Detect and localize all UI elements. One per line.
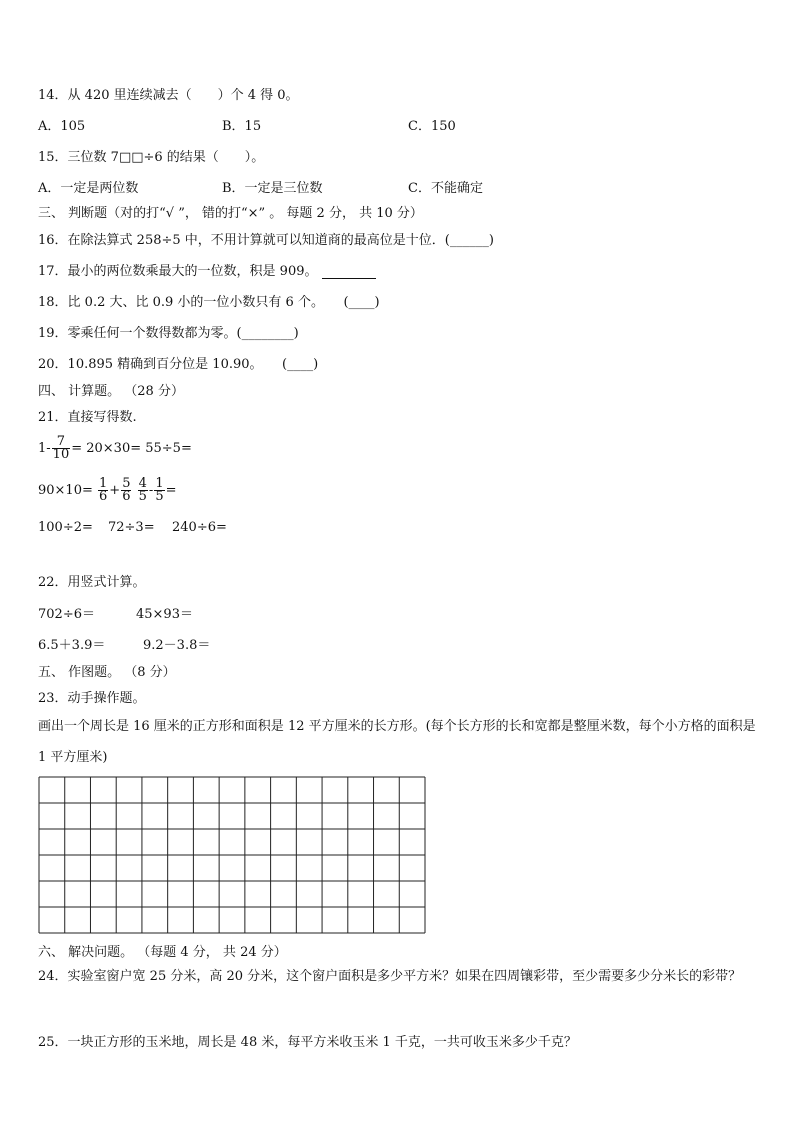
- fraction-denominator: 5: [138, 489, 147, 504]
- fraction: [98, 478, 108, 503]
- fraction-denominator: 6: [122, 489, 131, 504]
- fraction-denominator: 6: [99, 489, 108, 504]
- question-20: 20．10.895 精确到百分位是 10.90。 (____): [38, 357, 319, 372]
- expr-6.5plus3.9: 6.5＋3.9＝: [38, 638, 106, 653]
- fraction-denominator: 5: [155, 489, 164, 504]
- expr-45x93: 45×93＝: [136, 607, 193, 622]
- question-25: 25．一块正方形的玉米地，周长是 48 米，每平方米收玉米 1 千克，一共可收玉米多少千克？: [38, 1035, 577, 1050]
- question-14-option-b[interactable]: B．15: [222, 119, 262, 134]
- fraction-numerator: 1: [99, 476, 108, 491]
- question-23-text: 画出一个周长是 16 厘米的正方形和面积是 12 平方厘米的长方形。(每个长方形的长和宽都是整厘米数，每个小方格的面积是 1 平方厘米): [38, 719, 756, 765]
- question-15-option-a[interactable]: A．一定是两位数: [38, 181, 139, 196]
- question-15-option-b[interactable]: B．一定是三位数: [222, 181, 323, 196]
- question-21-row-1: [38, 436, 192, 461]
- expr-240div6: 240÷6=: [172, 520, 227, 535]
- plus-sign: +: [109, 483, 121, 498]
- fraction: [138, 478, 148, 503]
- fraction-numerator: 4: [138, 476, 147, 491]
- fraction-numerator: 1: [155, 476, 164, 491]
- fraction: [154, 478, 164, 503]
- answer-blank[interactable]: [322, 266, 376, 279]
- question-16: 16．在除法算式 258÷5 中，不用计算就可以知道商的最高位是十位．(______): [38, 233, 494, 248]
- expr-72div3: 72÷3=: [108, 520, 155, 535]
- question-14-stem: 14．从 420 里连续减去（ ）个 4 得 0。: [38, 88, 299, 103]
- drawing-grid[interactable]: [38, 776, 426, 934]
- question-17: [38, 260, 376, 279]
- question-18: 18．比 0.2 大、比 0.9 小的一位小数只有 6 个。 (____): [38, 295, 380, 310]
- fraction-denominator: 10: [52, 447, 70, 462]
- question-15-option-c[interactable]: C．不能确定: [408, 181, 483, 196]
- expr-prefix: 1-: [38, 441, 51, 456]
- question-14-option-c[interactable]: C．150: [408, 119, 456, 134]
- section-4-heading: 四、 计算题。 （28 分）: [38, 384, 184, 399]
- section-5-heading: 五、 作图题。 （8 分）: [38, 665, 176, 680]
- expr-9.2minus3.8: 9.2－3.8＝: [143, 638, 211, 653]
- fraction-numerator: 7: [52, 436, 71, 449]
- question-15-stem: 15．三位数 7□□÷6 的结果（ ）。: [38, 150, 265, 165]
- question-22-stem: 22．用竖式计算。: [38, 575, 146, 590]
- fraction: [121, 478, 131, 503]
- expr-90x10: 90×10=: [38, 483, 93, 498]
- question-23-stem: 23．动手操作题。: [38, 691, 146, 706]
- expr-100div2: 100÷2=: [38, 520, 93, 535]
- fraction-numerator: 5: [122, 476, 131, 491]
- section-6-heading: 六、 解决问题。 （每题 4 分， 共 24 分）: [38, 945, 287, 960]
- question-24: 24．实验室窗户宽 25 分米，高 20 分米，这个窗户面积是多少平方米？如果在四周镶彩带，至少需要多少分米长的彩带？: [38, 969, 742, 984]
- expr-suffix: = 20×30= 55÷5=: [71, 441, 192, 456]
- section-3-heading: 三、 判断题（对的打“√ ”， 错的打“×” 。 每题 2 分， 共 10 分）: [38, 206, 423, 221]
- minus-sign: -: [148, 483, 154, 498]
- question-21-stem: 21．直接写得数.: [38, 410, 137, 425]
- fraction: [52, 436, 71, 461]
- question-14-option-a[interactable]: A．105: [38, 119, 86, 134]
- question-19: 19．零乘任何一个数得数都为零。(________): [38, 326, 299, 341]
- question-21-row-2: [38, 478, 177, 503]
- equals-sign: =: [165, 483, 177, 498]
- question-17-text: 17．最小的两位数乘最大的一位数，积是 909。: [38, 264, 318, 279]
- expr-702div6: 702÷6＝: [38, 607, 95, 622]
